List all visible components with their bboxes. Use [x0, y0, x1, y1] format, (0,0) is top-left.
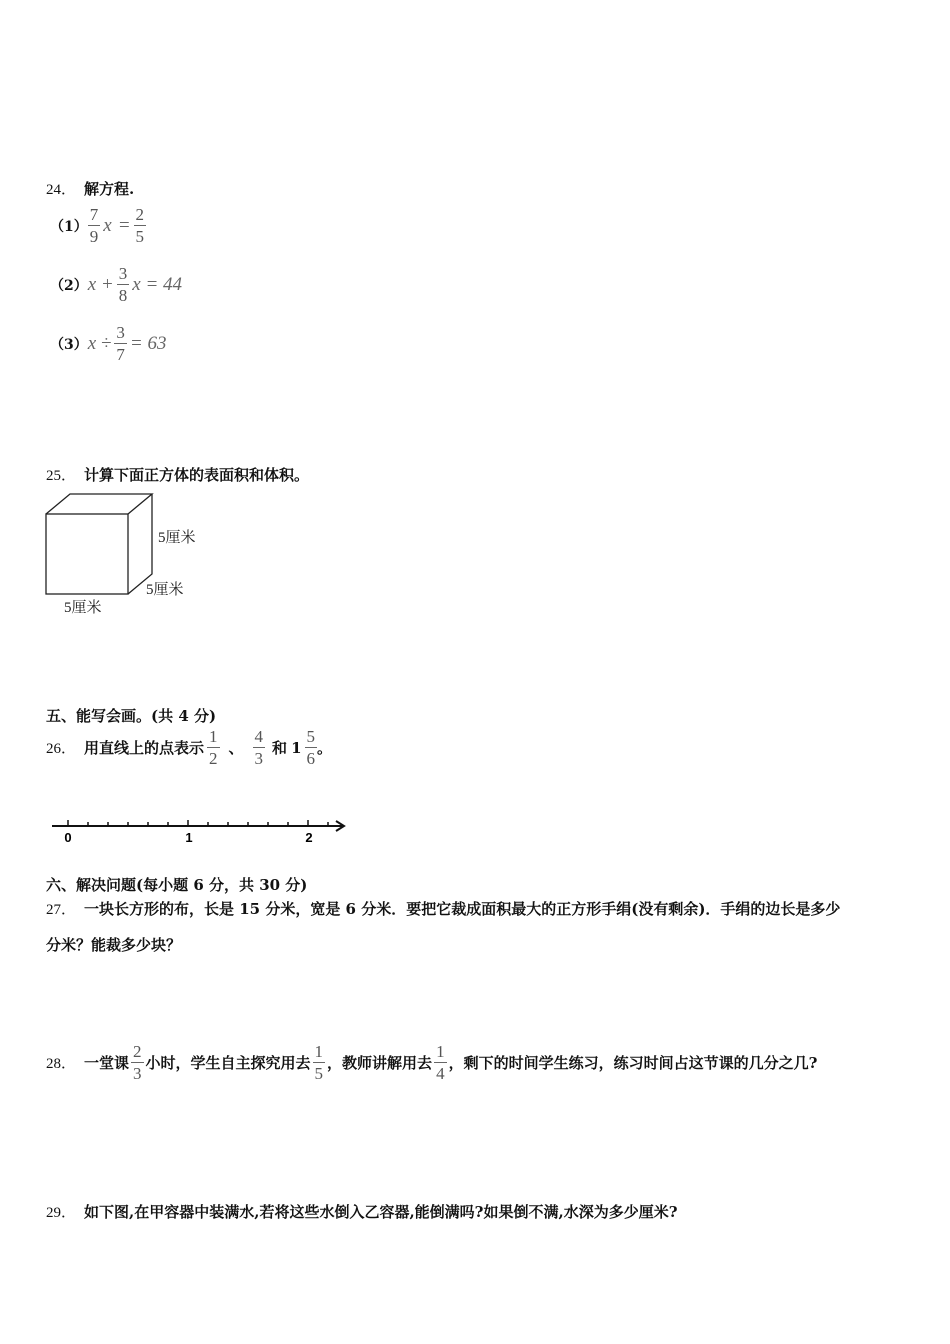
equation-2 [50, 265, 182, 304]
question-number: 24． [46, 182, 77, 198]
cube-top-face [46, 494, 152, 514]
separator: 、 [228, 739, 244, 757]
fraction: $\frac{1}{4}$ [436, 1042, 445, 1083]
variable: x [103, 214, 112, 236]
and-text: 和 [272, 739, 288, 757]
question-title: 计算下面正方体的表面积和体积。 [84, 466, 310, 484]
q26-text [46, 728, 332, 767]
question-text: 如下图,在甲容器中装满水,若将这些水倒入乙容器,能倒满吗?如果倒不满,水深为多少厘米? [84, 1203, 678, 1221]
tick-label-2: 2 [305, 830, 313, 845]
fraction: $\frac{5}{6}$ [306, 727, 315, 768]
equation-lead: x ÷ [87, 332, 112, 354]
whole-number: 1 [291, 738, 302, 757]
equation-label: （2） [50, 277, 88, 294]
q24-heading [46, 178, 134, 199]
q27-line2: 分米？能裁多少块？ [46, 936, 182, 954]
equation-1 [50, 206, 146, 245]
q28-text [46, 1043, 817, 1082]
question-title: 解方程. [84, 180, 135, 198]
tick-label-1: 1 [185, 830, 193, 845]
question-number: 26． [46, 741, 77, 757]
cube-width-label: 5厘米 [64, 600, 102, 616]
question-number: 25． [46, 468, 77, 484]
question-number: 27． [46, 902, 77, 918]
equation-lead: x + [87, 273, 114, 295]
cube-front-face [46, 514, 128, 594]
fraction: $\frac{4}{3}$ [254, 727, 264, 768]
fraction: $\frac{3}{8}$ [118, 264, 128, 305]
question-text: ，剩下的时间学生练习，练习时间占这节课的几分之几? [448, 1054, 818, 1072]
equation-tail: x = 44 [132, 273, 183, 295]
question-number: 29． [46, 1205, 77, 1221]
question-text: 一堂课 [84, 1054, 130, 1072]
cube-depth-label: 5厘米 [146, 582, 184, 598]
equation-tail: = 63 [129, 332, 167, 354]
cube-height-label: 5厘米 [158, 530, 196, 546]
fraction: $\frac{3}{7}$ [116, 323, 125, 364]
equation-label: （1） [50, 218, 88, 235]
fraction: $\frac{2}{3}$ [133, 1042, 142, 1083]
question-text: ，教师讲解用去 [327, 1054, 433, 1072]
period: 。 [317, 739, 333, 757]
tick-label-0: 0 [64, 830, 72, 845]
section-six-title: 六、解决问题(每小题 6 分，共 30 分) [46, 876, 308, 894]
fraction: $\frac{1}{2}$ [209, 727, 218, 768]
question-text: 用直线上的点表示 [84, 739, 205, 757]
equation-label: （3） [50, 336, 88, 353]
question-text: 一块长方形的布，长是 15 分米，宽是 6 分米．要把它裁成面积最大的正方形手绢(没有剩余)．手绢的边长是多少 [84, 900, 841, 918]
q29-text [46, 1201, 678, 1222]
number-line [46, 812, 356, 846]
fraction: $\frac{7}{9}$ [89, 205, 99, 246]
section-five-title: 五、能写会画。(共 4 分) [46, 707, 217, 725]
equation-3 [50, 324, 166, 363]
question-number: 28． [46, 1056, 77, 1072]
fraction: $\frac{2}{5}$ [135, 205, 145, 246]
equals-sign: = [117, 214, 131, 236]
question-text: 小时，学生自主探究用去 [145, 1054, 311, 1072]
q27-line1 [46, 898, 840, 919]
q25-heading [46, 464, 309, 485]
fraction: $\frac{1}{5}$ [314, 1042, 324, 1083]
